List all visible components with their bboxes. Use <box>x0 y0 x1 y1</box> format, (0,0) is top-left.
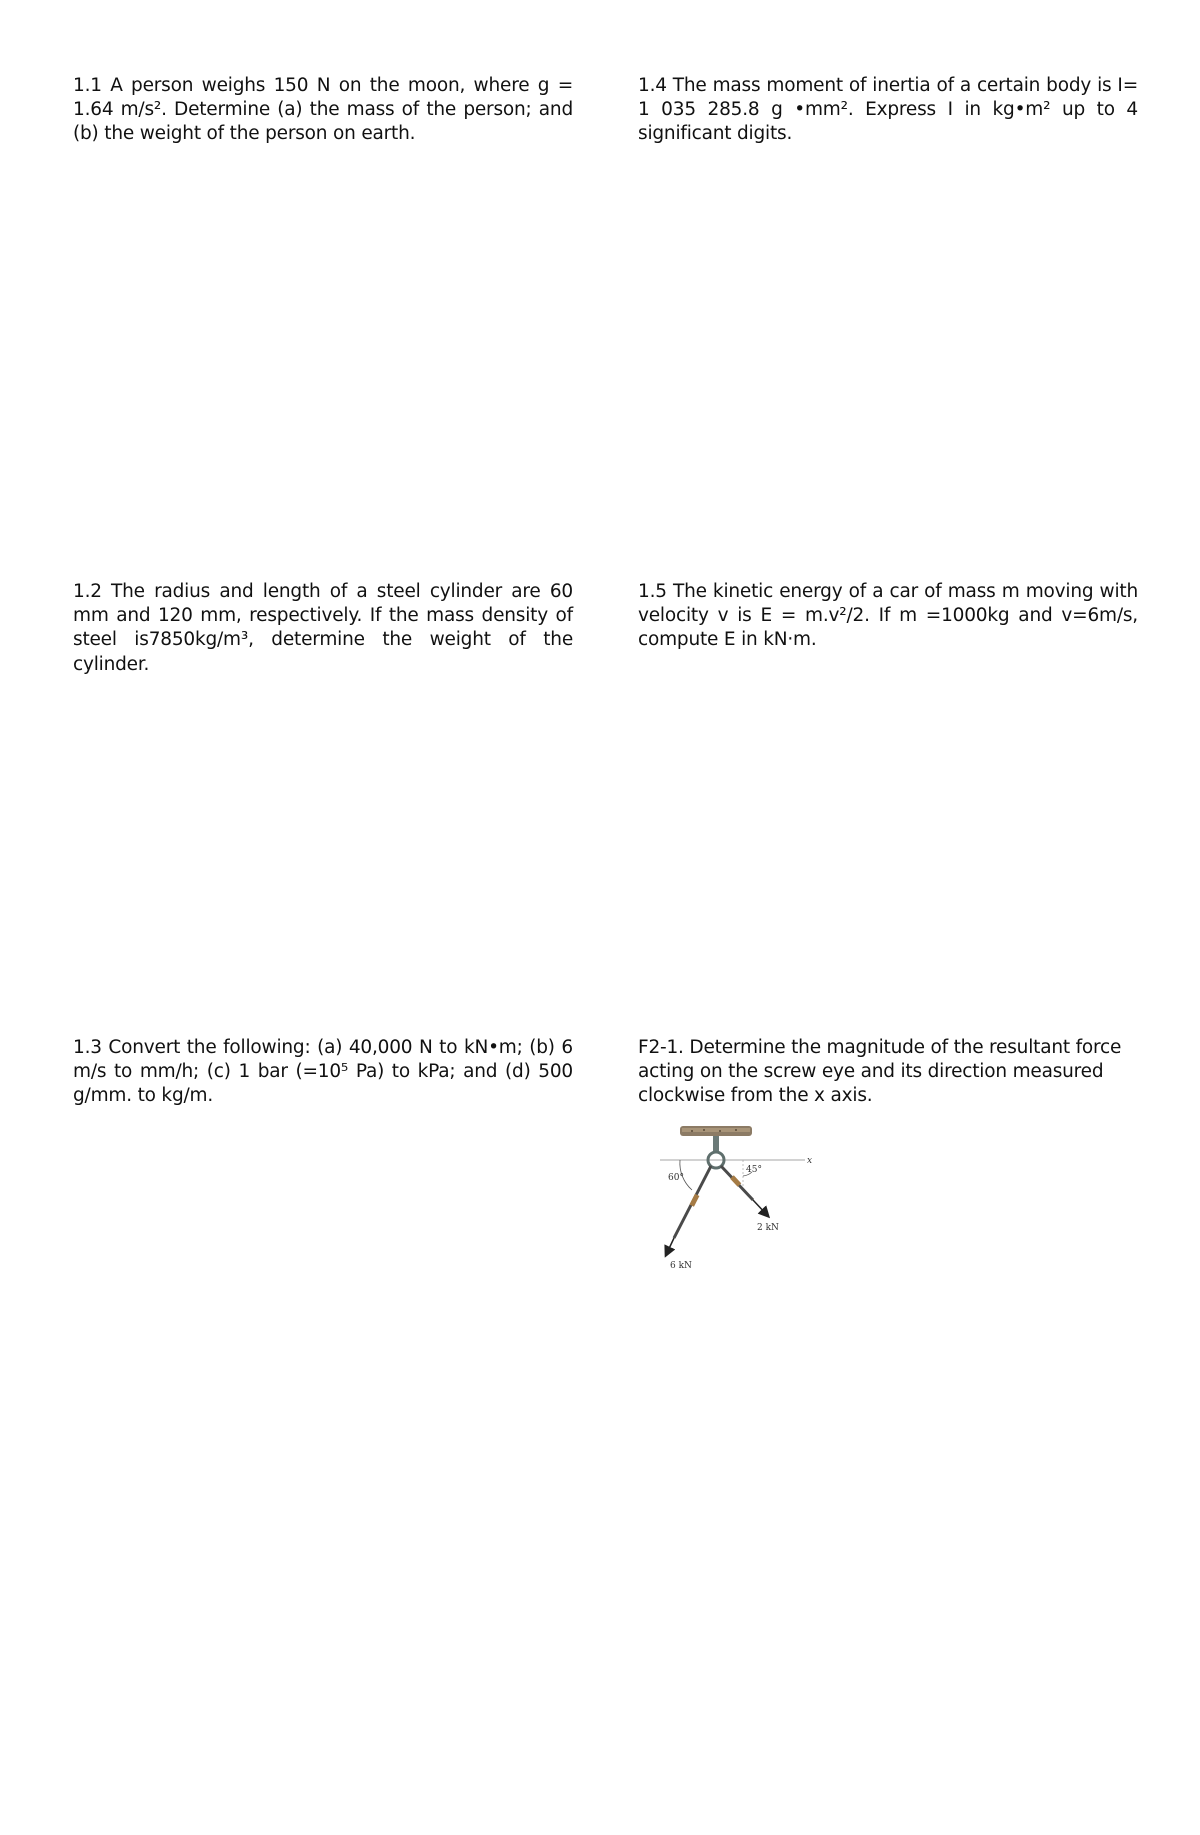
problem-1-1: 1.1 A person weighs 150 N on the moon, where g = 1.64 m/s². Determine (a) the mass of the person; and (b) the weight of the person on earth. <box>73 75 573 145</box>
turnbuckle-left <box>689 1194 699 1207</box>
force-arrow-2kn <box>753 1200 768 1216</box>
screw-shank <box>713 1136 719 1152</box>
problem-f2-1: F2-1. Determine the magnitude of the resultant force acting on the screw eye and its direction measured clockwise from the x axis. <box>638 1037 1122 1107</box>
problem-1-2: 1.2 The radius and length of a steel cylinder are 60 mm and 120 mm, respectively. If the mass density of steel is7850kg/m³, determine the weight of the cylinder. <box>73 581 573 675</box>
force-arrow-6kn <box>666 1238 674 1255</box>
force-label-2kn: 2 kN <box>757 1223 779 1233</box>
x-axis-label: x <box>807 1156 813 1166</box>
angle-label-60: 60° <box>668 1173 684 1183</box>
screw-eye-force-figure <box>640 1120 820 1270</box>
problem-1-4: 1.4 The mass moment of inertia of a certain body is I= 1 035 285.8 g •mm². Express I in kg•m² up to 4 significant digits. <box>638 75 1138 145</box>
angle-label-45: 45° <box>746 1165 762 1175</box>
problem-1-3: 1.3 Convert the following: (a) 40,000 N to kN•m; (b) 6 m/s to mm/h; (c) 1 bar (=10⁵ Pa) to kPa; and (d) 500 g/mm. to kg/m. <box>73 1037 573 1107</box>
force-label-6kn: 6 kN <box>670 1261 692 1270</box>
problem-1-5: 1.5 The kinetic energy of a car of mass m moving with velocity v is E = m.v²/2. If m =1000kg and v=6m/s, compute E in kN·m. <box>638 581 1138 651</box>
ceiling-support <box>680 1126 752 1136</box>
